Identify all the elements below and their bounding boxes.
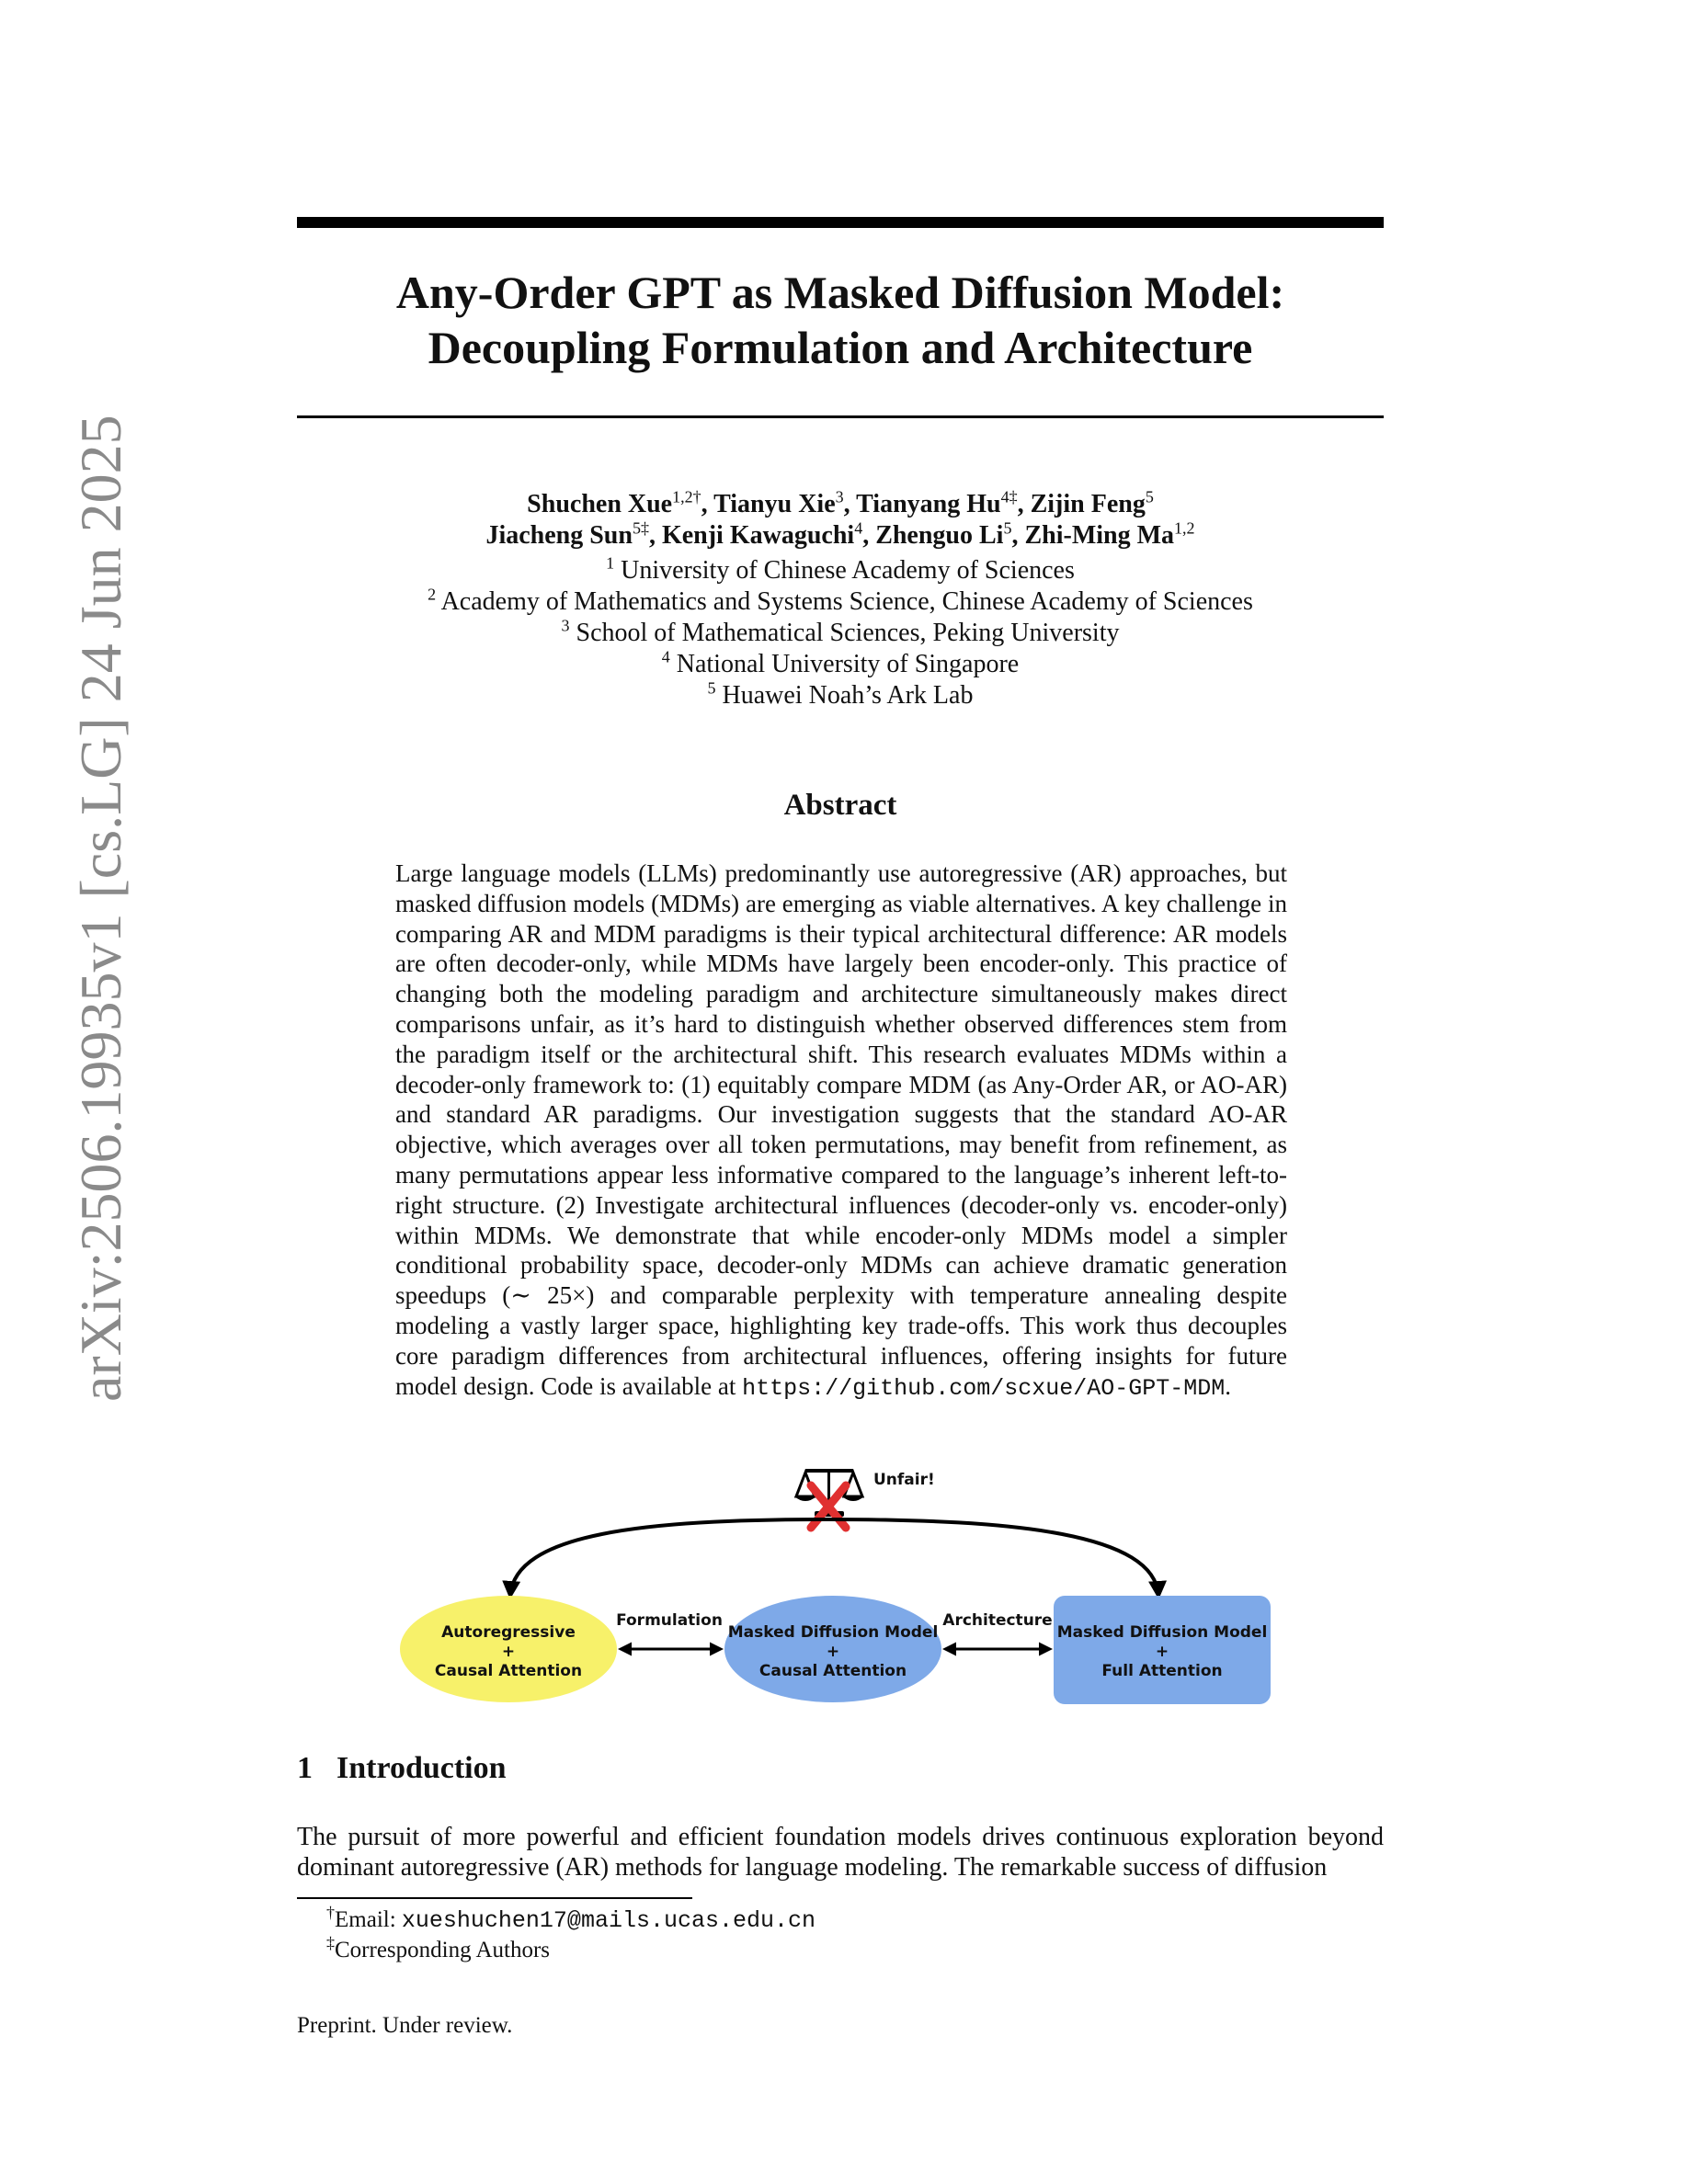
affiliation	[297, 649, 1384, 680]
node1-plus: +	[501, 1643, 516, 1661]
affiliation-number: 2	[428, 585, 437, 604]
affiliation-number: 4	[661, 647, 670, 666]
node3-plus: +	[1155, 1643, 1169, 1661]
abstract-end: .	[1225, 1371, 1231, 1400]
arxiv-stamp: arXiv:2506.19935v1 [cs.LG] 24 Jun 2025	[68, 415, 133, 1402]
authors-line-1: Shuchen Xue$^{1,2\dagger}$, Tianyu Xie$^3$, Tianyang $Hu^{4\ddagger}$, Zijin Feng$^5$	[527, 487, 1154, 518]
node2-plus: +	[826, 1643, 840, 1661]
author-affil: 4	[854, 518, 863, 538]
author-affil: 5	[1003, 518, 1012, 538]
formulation-label: Formulation	[616, 1611, 723, 1630]
authors	[297, 489, 1384, 552]
footnote-corresponding-text: Corresponding Authors	[335, 1938, 551, 1962]
author-affil: 5‡	[632, 518, 649, 538]
affiliation-name: School of Mathematical Sciences, Peking University	[576, 619, 1120, 647]
node2-line2: Causal Attention	[758, 1662, 907, 1680]
footnote-email	[326, 1903, 815, 1934]
author-name: Jiacheng Sun	[485, 521, 633, 550]
node3-line1: Masked Diffusion Model	[1056, 1623, 1268, 1642]
code-link[interactable]: https://github.com/scxue/AO-GPT-MDM	[742, 1374, 1226, 1402]
node1-line2: Causal Attention	[434, 1662, 583, 1680]
figure-paradigm-diagram	[386, 1450, 1306, 1726]
footnote-mark: ‡	[326, 1933, 335, 1952]
title-line-2: Decoupling Formulation and Architecture	[428, 322, 1253, 373]
abstract-heading: Abstract	[783, 789, 897, 822]
affiliation-name: Academy of Mathematics and Systems Science, Chinese Academy of Sciences	[440, 587, 1253, 616]
author-name: Tianyu Xie	[713, 490, 836, 518]
author-affil: 3	[835, 487, 844, 506]
footnote-mark: †	[326, 1903, 335, 1922]
affiliation-name: National University of Singapore	[676, 650, 1020, 678]
affiliation-number: 5	[707, 678, 716, 698]
unfair-comparison-arrow	[510, 1519, 1158, 1596]
architecture-label: Architecture	[942, 1611, 1053, 1630]
footnote-corresponding	[326, 1933, 551, 1963]
affiliation	[297, 618, 1384, 649]
affiliation	[297, 555, 1384, 586]
section-number: 1	[297, 1751, 313, 1785]
author-affil: 4‡	[1000, 487, 1018, 506]
author-affil: 5	[1145, 487, 1154, 506]
section-heading	[297, 1751, 507, 1786]
affiliations	[297, 555, 1384, 711]
affiliation-number: 1	[606, 553, 615, 573]
paper-title	[297, 265, 1384, 375]
affiliation	[297, 680, 1384, 711]
abstract-body	[395, 859, 1287, 1404]
abstract-text: Large language models (LLMs) predominantly use autoregressive (AR) approaches, but masked diffusion models (MDMs) are emerging as viable alternatives. A key challenge in comparing AR and MDM paradigms is their typical architectural difference: AR models are often decoder-only, while MDMs have largely been encoder-only. This practice of changing both the modeling paradigm and architecture simultaneously makes direct comparisons unfair, as it’s hard to distinguish whether observed differences stem from the paradigm itself or the architectural shift. This research evaluates MDMs within a decoder-only framework to: (1) equitably compare MDM (as Any-Order AR, or AO-AR) and standard AR paradigms. Our investigation suggests that the standard AO-AR objective, which averages over all token permutations, may benefit from refinement, as many permutations appear less informative compared to the language’s inherent left-to-right structure. (2) Investigate architectural influences (decoder-only vs. encoder-only) within MDMs. We demonstrate that while encoder-only MDMs model a simpler conditional probability space, decoder-only MDMs can achieve dramatic generation speedups (∼ 25×) and comparable perplexity with temperature annealing despite modeling a vastly larger space, highlighting key trade-offs. This work thus decouples core paradigm differences from architectural influences, offering insights for future model design. Code is available at	[395, 859, 1287, 1400]
title-bottom-rule	[297, 415, 1384, 418]
affiliation-name: University of Chinese Academy of Sciences	[621, 556, 1075, 585]
preprint-note: Preprint. Under review.	[297, 2013, 513, 2038]
affiliation-name: Huawei Noah’s Ark Lab	[722, 681, 974, 710]
email-link[interactable]: xueshuchen17@mails.ucas.edu.cn	[401, 1907, 815, 1934]
section-title: Introduction	[336, 1751, 507, 1785]
footnote-email-label: Email:	[335, 1907, 402, 1932]
affiliation	[297, 586, 1384, 618]
author-affil: 1,2	[1174, 518, 1195, 538]
author-name: Tianyang Hu	[856, 490, 1001, 518]
author-name: Zhenguo Li	[875, 521, 1004, 550]
title-line-1: Any-Order GPT as Masked Diffusion Model:	[395, 267, 1285, 318]
intro-paragraph: The pursuit of more powerful and efficient foundation models drives continuous exploration beyond dominant autoregressive (AR) methods for language modeling. The remarkable success of diffusion	[297, 1823, 1384, 1882]
author-name: Zhi-Ming Ma	[1024, 521, 1175, 550]
author-affil: 1,2†	[672, 487, 701, 506]
author-name: Zijin Feng	[1030, 490, 1146, 518]
node1-line1: Autoregressive	[441, 1623, 576, 1642]
affiliation-number: 3	[561, 616, 570, 635]
unfair-label: Unfair!	[873, 1471, 935, 1489]
authors-line-2: Jiacheng Sun$^{5\ddagger}$, Kenji Kawaguchi$^4$, Zhenguo Li$^5$, Zhi-Ming Ma$^{1,2}$	[485, 518, 1195, 550]
footnote-rule	[297, 1897, 692, 1899]
title-top-rule	[297, 217, 1384, 228]
author-name: Kenji Kawaguchi	[661, 521, 855, 550]
author-name: Shuchen Xue	[527, 490, 673, 518]
node2-line1: Masked Diffusion Model	[727, 1623, 939, 1642]
node3-line2: Full Attention	[1101, 1662, 1223, 1680]
